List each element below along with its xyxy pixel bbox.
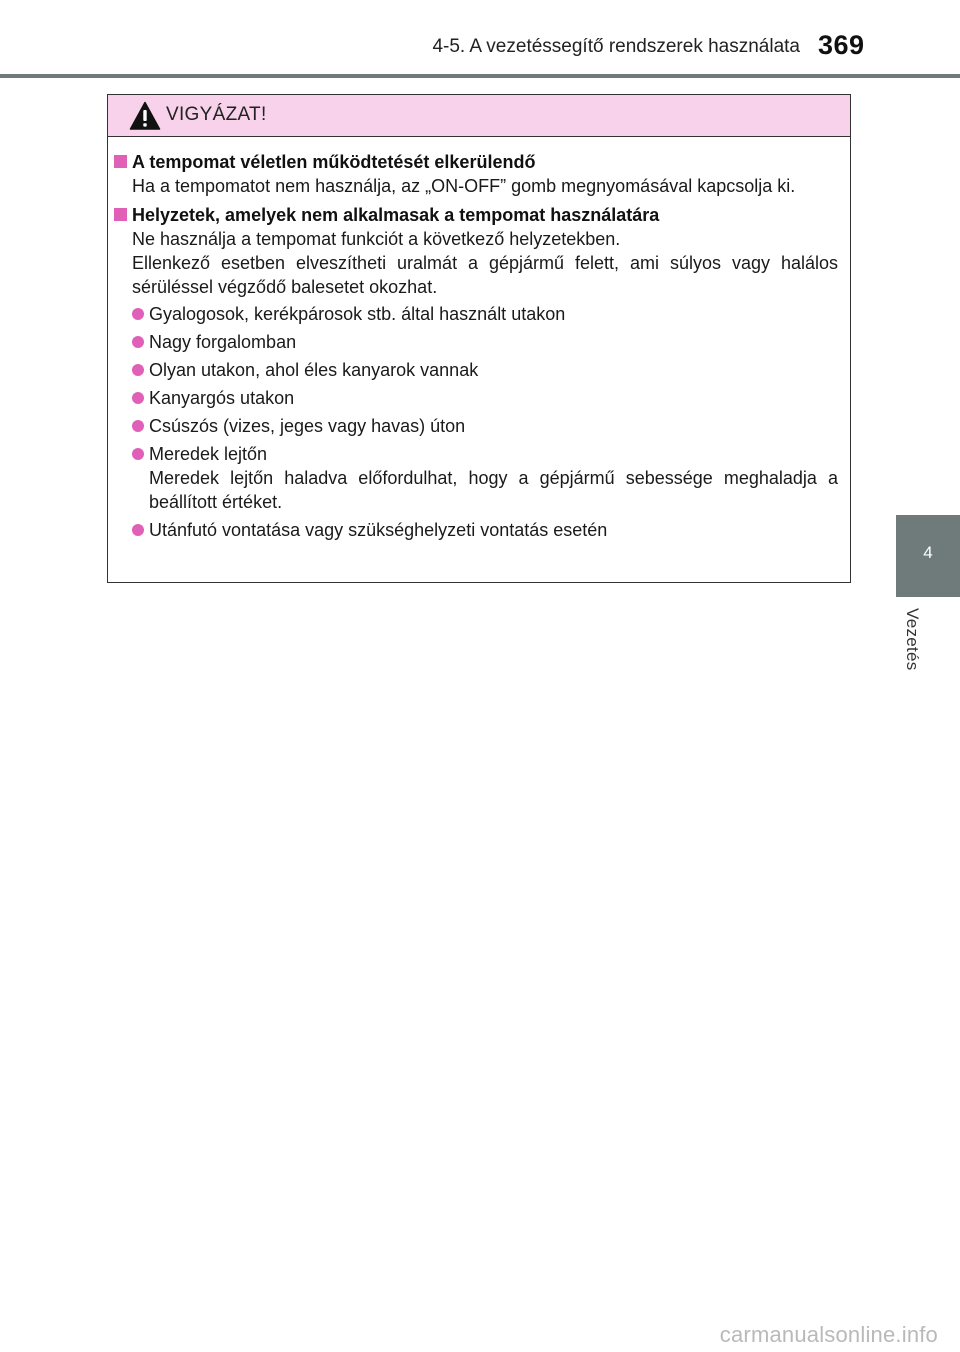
section-heading	[114, 203, 838, 227]
list-item-text: Nagy forgalomban	[149, 332, 297, 352]
bullet-list	[114, 302, 838, 542]
list-item	[132, 358, 838, 382]
square-bullet-icon	[114, 155, 127, 168]
section-paragraph: Ha a tempomatot nem használja, az „ON-OFF” gomb megnyomásával kapcsolja ki.	[132, 176, 796, 196]
list-item-text: Kanyargós utakon	[149, 388, 295, 408]
header-divider	[0, 74, 960, 78]
section-paragraph: Ne használja a tempomat funkciót a következő helyzetekben.	[132, 229, 621, 249]
list-item-text: Utánfutó vontatása vagy szükséghelyzeti vontatás esetén	[149, 520, 608, 540]
chapter-tab	[896, 515, 960, 597]
list-item-text: Csúszós (vizes, jeges vagy havas) úton	[149, 416, 466, 436]
caution-section	[114, 150, 838, 198]
list-item	[132, 442, 838, 514]
list-item-body	[149, 442, 838, 514]
list-item-detail: Meredek lejtőn haladva előfordulhat, hogy a gépjármű sebessége meghaladja a beállított értéket.	[149, 468, 838, 512]
list-item	[132, 518, 838, 542]
section-heading-text: Helyzetek, amelyek nem alkalmasak a tempomat használatára	[132, 205, 660, 225]
caution-header	[108, 95, 850, 137]
list-item-text: Gyalogosok, kerékpárosok stb. által használt utakon	[149, 304, 566, 324]
caution-title: VIGYÁZAT!	[166, 104, 267, 125]
dot-bullet-icon	[132, 392, 144, 404]
dot-bullet-icon	[132, 448, 144, 460]
chapter-label: Vezetés	[903, 608, 922, 671]
list-item	[132, 302, 838, 326]
chapter-number: 4	[923, 543, 933, 562]
caution-box	[107, 94, 851, 583]
list-item	[132, 330, 838, 354]
dot-bullet-icon	[132, 420, 144, 432]
dot-bullet-icon	[132, 524, 144, 536]
square-bullet-icon	[114, 208, 127, 221]
caution-section	[114, 203, 838, 542]
section-heading-text: A tempomat véletlen működtetését elkerülendő	[132, 152, 536, 172]
caution-body	[108, 137, 850, 542]
section-heading	[114, 150, 838, 174]
page-number: 369	[818, 30, 865, 60]
dot-bullet-icon	[132, 364, 144, 376]
list-item	[132, 414, 838, 438]
dot-bullet-icon	[132, 308, 144, 320]
list-item-text: Olyan utakon, ahol éles kanyarok vannak	[149, 360, 479, 380]
header-section-title: 4-5. A vezetéssegítő rendszerek használata	[432, 36, 800, 57]
section-paragraph: Ellenkező esetben elveszítheti uralmát a gépjármű felett, ami súlyos vagy halálos sérüléssel végződő balesetet okozhat.	[132, 253, 838, 297]
warning-triangle-icon	[129, 101, 161, 131]
watermark-text: carmanualsonline.info	[719, 1322, 938, 1347]
list-item-text: Meredek lejtőn	[149, 444, 268, 464]
list-item	[132, 386, 838, 410]
dot-bullet-icon	[132, 336, 144, 348]
